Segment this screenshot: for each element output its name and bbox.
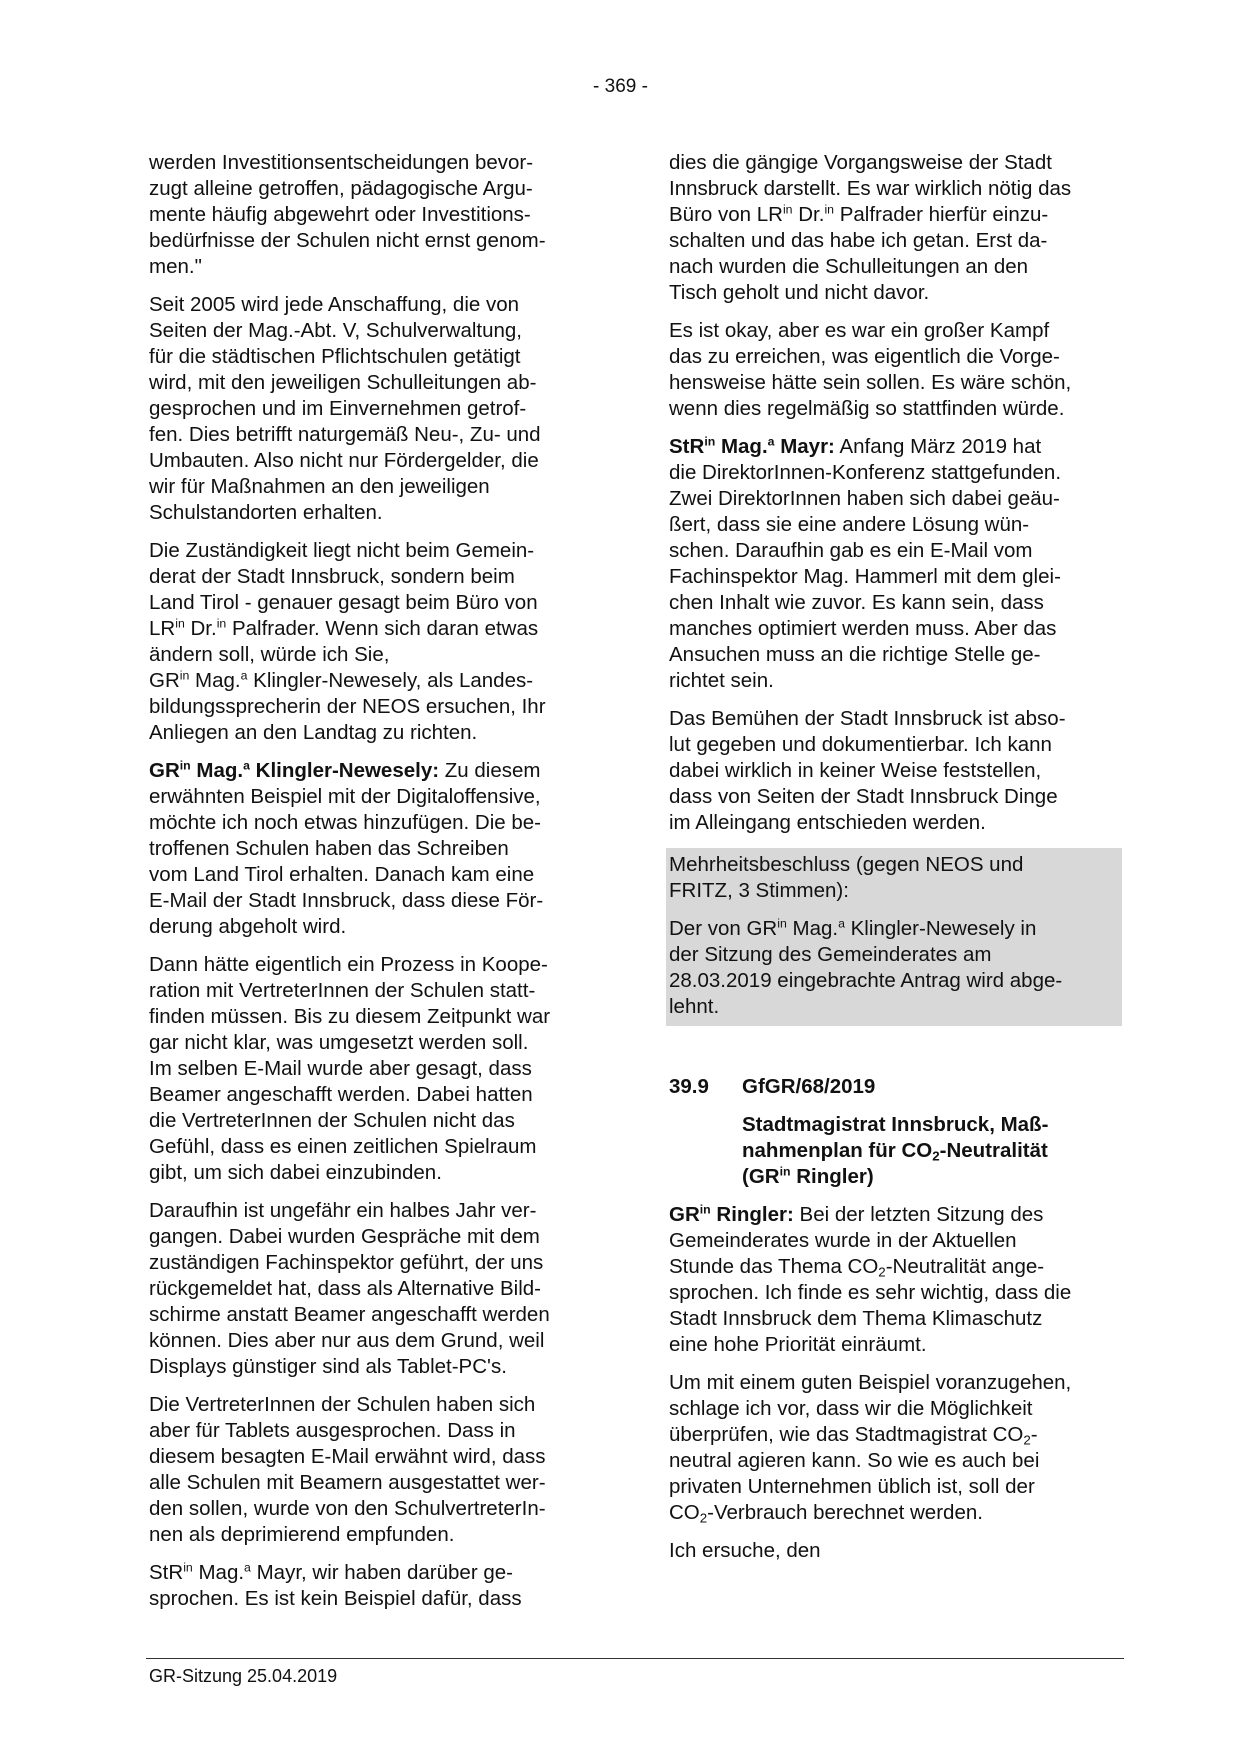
speaker-name: $GR^{in}$ Mag.$^a$ Klingler-Newesely: <box>149 758 440 782</box>
paragraph: Das Bemühen der Stadt Innsbruck ist abso- lut gegeben und dokumentierbar. Ich kann dabei wirklich in keiner Weise feststellen, dass von Seiten der Stadt Innsbruck Dinge im Alleingang entschieden werden. <box>669 707 1066 834</box>
speech-paragraph: $GR^{in}$ Mag.$^a$ Klingler-Newesely: Zu diesem erwähnten Beispiel mit der Digitaloffensive, möchte ich noch etwas hinzufügen. Die be- troffenen Schulen haben das Schreiben vom Land Tirol erhalten. Danach kam eine E-Mail der Stadt Innsbruck, dass diese För- derung abgeholt wird. <box>149 758 544 938</box>
speech-paragraph: $GR^{in}$ Ringler: Bei der letzten Sitzung des Gemeinderates wurde in der Aktuellen Stunde das Thema $CO_2$-Neutralität ange- sprochen. Ich finde es sehr wichtig, dass die Stadt Innsbruck dem Thema Klimaschutz eine hohe Priorität einräumt. <box>669 1202 1072 1356</box>
decision-text: Der von $GR^{in}$ Mag.$^a$ Klingler-Newesely in der Sitzung des Gemeinderates am 28.03.2019 eingebrachte Antrag wird abge- lehnt. <box>669 916 1063 1018</box>
speaker-name: StR$^{in}$ Mag.$^a$ Mayr: <box>669 434 835 458</box>
paragraph: dies die gängige Vorgangsweise der Stadt Innsbruck darstellt. Es war wirklich nötig das Büro von $LR^{in}$ Dr.$^{in}$ Palfrader hierfür einzu- schalten und das habe ich getan. Erst da- nach wurden die Schulleitungen an den Tisch geholt und nicht davor. <box>669 151 1072 304</box>
agenda-item-code: GfGR/68/2019 <box>742 1075 876 1098</box>
left-column <box>149 150 600 1624</box>
footer-text: GR-Sitzung 25.04.2019 <box>149 1666 338 1686</box>
paragraph: Die VertreterInnen der Schulen haben sich aber für Tablets ausgesprochen. Dass in diesem besagten E-Mail erwähnt wird, dass alle Schulen mit Beamern ausgestattet wer- den sollen, wurde von den SchulvertreterIn- nen als deprimierend empfunden. <box>149 1393 546 1546</box>
paragraph: werden Investitionsentscheidungen bevor- zugt alleine getroffen, pädagogische Argu- mente häufig abgewehrt oder Investitions- bedürfnisse der Schulen nicht ernst genom- men." <box>149 151 546 278</box>
paragraph: Ich ersuche, den <box>669 1539 821 1562</box>
agenda-item-heading <box>669 1074 1120 1100</box>
right-column <box>669 150 1120 1576</box>
paragraph: Es ist okay, aber es war ein großer Kampf das zu erreichen, was eigentlich die Vorge- hensweise hätte sein sollen. Es wäre schön, wenn dies regelmäßig so stattfinden würde. <box>669 319 1072 420</box>
paragraph: StR$^{in}$ Mag.$^a$ Mayr, wir haben darüber ge- sprochen. Es ist kein Beispiel dafür, dass <box>149 1560 522 1610</box>
paragraph: Die Zuständigkeit liegt nicht beim Gemein- derat der Stadt Innsbruck, sondern beim Land Tirol - genauer gesagt beim Büro von $LR^{in}$ Dr.$^{in}$ Palfrader. Wenn sich daran etwas ändern soll, würde ich Sie, $GR^{in}$ Mag.$^a$ Klingler-Newesely, als Landes- bildungssprecherin der NEOS ersuchen, Ihr Anliegen an den Landtag zu richten. <box>149 539 546 744</box>
paragraph: Dann hätte eigentlich ein Prozess in Koope- ration mit VertreterInnen der Schulen statt- finden müssen. Bis zu diesem Zeitpunkt war gar nicht klar, was umgesetzt werden soll. Im selben E-Mail wurde aber gesagt, dass Beamer angeschafft werden. Dabei hatten die VertreterInnen der Schulen nicht das Gefühl, dass es einen zeitlichen Spielraum gibt, um sich dabei einzubinden. <box>149 953 551 1184</box>
paragraph: Seit 2005 wird jede Anschaffung, die von Seiten der Mag.-Abt. V, Schulverwaltung, für die städtischen Pflichtschulen getätigt wird, mit den jeweiligen Schulleitungen ab- gesprochen und im Einvernehmen getrof- fen. Dies betrifft naturgemäß Neu-, Zu- und Umbauten. Also nicht nur Fördergelder, die wir für Maßnahmen an den jeweiligen Schulstandorten erhalten. <box>149 293 541 524</box>
page-number: - 369 - <box>593 76 648 97</box>
footer-divider <box>146 1658 1124 1659</box>
paragraph: Um mit einem guten Beispiel voranzugehen, schlage ich vor, dass wir die Möglichkeit überprüfen, wie das Stadtmagistrat $CO_2-$ neutral agieren kann. So wie es auch bei privaten Unternehmen üblich ist, soll der $CO_2$-Verbrauch berechnet werden. <box>669 1371 1072 1526</box>
agenda-item-number: 39.9 <box>669 1075 709 1098</box>
speech-paragraph: StR$^{in}$ Mag.$^a$ Mayr: Anfang März 2019 hat die DirektorInnen-Konferenz stattgefunden. Zwei DirektorInnen haben sich dabei geäu- ßert, dass sie eine andere Lösung wün- schen. Daraufhin gab es ein E-Mail vom Fachinspektor Mag. Hammerl mit dem glei- chen Inhalt wie zuvor. Es kann sein, dass manches optimiert werden muss. Aber das Ansuchen muss an die richtige Stelle ge- richtet sein. <box>669 434 1062 692</box>
paragraph: Daraufhin ist ungefähr ein halbes Jahr ver- gangen. Dabei wurden Gespräche mit dem zuständigen Fachinspektor geführt, der uns rückgemeldet hat, dass als Alternative Bild- schirme anstatt Beamer angeschafft werden können. Dies aber nur aus dem Grund, weil Displays günstiger sind als Tablet-PC's. <box>149 1199 550 1378</box>
decision-box <box>666 848 1122 1026</box>
decision-result: Mehrheitsbeschluss (gegen NEOS und FRITZ, 3 Stimmen): <box>669 853 1024 902</box>
agenda-item-title: Stadtmagistrat Innsbruck, Maß- nahmenplan für $CO_2$-Neutralität ($GR^{in}$ Ringler) <box>742 1113 1049 1188</box>
speaker-name: $GR^{in}$ Ringler: <box>669 1202 794 1226</box>
